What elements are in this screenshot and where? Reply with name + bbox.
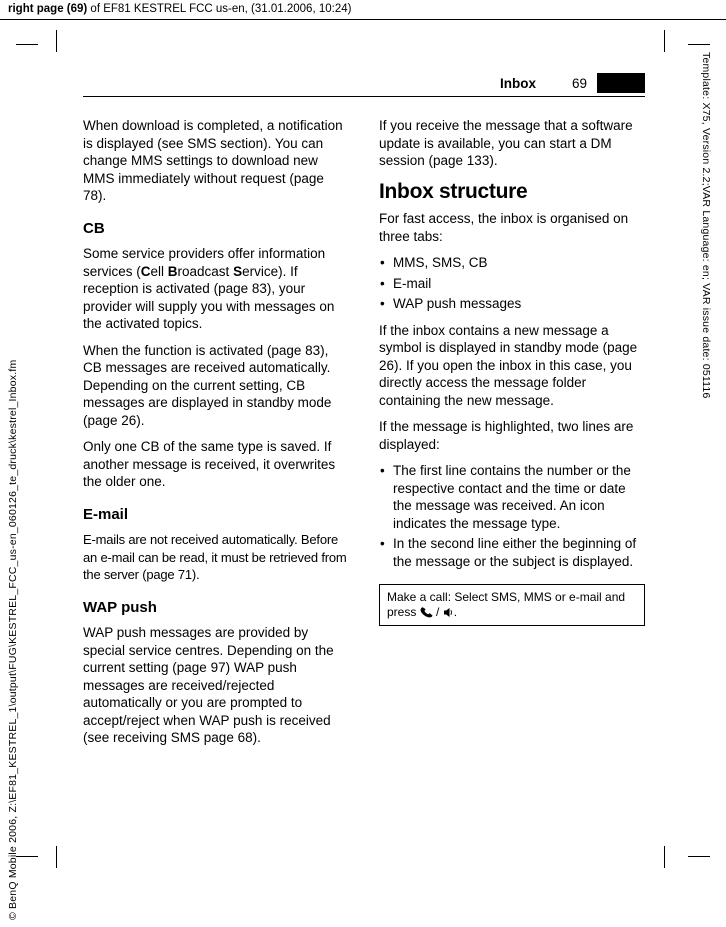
paragraph: E-mails are not received automatically. Before an e-mail can be read, it must be retrieved from the server (page 71). xyxy=(83,532,347,582)
text-segment: Some service providers offer information services ( xyxy=(83,246,326,279)
crop-mark xyxy=(56,30,57,52)
list-item: • WAP push messages xyxy=(379,295,645,313)
paragraph: For fast access, the inbox is organised on three tabs: xyxy=(379,211,629,244)
crop-mark xyxy=(16,856,38,857)
speaker-key-icon xyxy=(443,605,454,620)
text-segment: ell xyxy=(150,263,168,279)
print-header-file-label: of EF81 KESTREL FCC us-en, (31.01.2006, 10:24) xyxy=(87,3,352,15)
section-heading-email: E-mail xyxy=(83,505,129,523)
page-header xyxy=(83,72,645,94)
paragraph: If the inbox contains a new message a symbol is displayed in standby mode (page 26). If you open the inbox in this case, you directly access the message folder containing the new message. xyxy=(379,322,638,408)
paragraph: When the function is activated (page 83), CB messages are received automatically. Depending on the current setting, CB messages are displayed in standby mode (page 26). xyxy=(83,342,332,428)
bold-letter: B xyxy=(167,263,178,279)
section-tab-marker xyxy=(597,73,645,93)
text-segment: ervice). If reception is activated (page 83), your provider will supply you with messages on the activated topics. xyxy=(83,263,335,331)
paragraph: WAP push messages are provided by special service centres. Depending on the current setting (page 97) WAP push messages are received/rejected automatically or you are prompted to accept/reject when WAP push is received (see receiving SMS page 68). xyxy=(83,625,334,745)
print-header-page-label: right page (69) xyxy=(8,3,88,15)
list-item: • In the second line either the beginning of the message or the subject is displayed. xyxy=(379,535,645,570)
paragraph: When download is completed, a notification is displayed (see SMS section). You can change MMS settings to download new MMS immediately without request (page 78). xyxy=(83,118,343,203)
info-box-text-end: . xyxy=(453,605,458,619)
crop-mark xyxy=(688,856,710,857)
info-box-text: Make a call: Select SMS, MMS or e-mail and press xyxy=(387,590,626,619)
list-item: • The first line contains the number or the respective contact and the time or date the message was received. An icon indicates the message type. xyxy=(379,462,645,532)
bold-letter: S xyxy=(233,263,243,279)
header-rule xyxy=(83,96,645,97)
crop-mark xyxy=(688,44,710,45)
top-rule xyxy=(0,19,726,20)
paragraph: Only one CB of the same type is saved. If another message is received, it overwrites the older one. xyxy=(83,439,336,489)
crop-mark xyxy=(56,846,57,868)
paragraph: If you receive the message that a software update is available, you can start a DM session (page 133). xyxy=(379,118,633,168)
info-box-separator: / xyxy=(432,605,443,619)
left-column xyxy=(83,117,349,756)
tabs-bullet-list xyxy=(379,254,645,313)
highlight-lines-bullet-list xyxy=(379,462,645,570)
bold-letter: C xyxy=(140,263,151,279)
list-item: • E-mail xyxy=(379,275,645,293)
section-heading-wap-push: WAP push xyxy=(83,598,157,616)
page-number: 69 xyxy=(571,75,587,91)
page-title: Inbox xyxy=(499,75,536,91)
page-content xyxy=(83,72,645,756)
paragraph: If the message is highlighted, two lines are displayed: xyxy=(379,419,634,452)
print-header xyxy=(8,3,351,15)
info-box xyxy=(379,584,645,626)
paragraph xyxy=(83,245,349,333)
crop-mark xyxy=(16,44,38,45)
list-item: • MMS, SMS, CB xyxy=(379,254,645,272)
chapter-heading-inbox-structure: Inbox structure xyxy=(379,179,528,203)
accept-call-icon xyxy=(420,605,433,620)
copyright-margin-note: © BenQ Mobile 2006, Z:\EF81_KESTREL_1\output\FUG\KESTREL_FCC_us-en_060126_te_druck\kestrel_Inbox.fm xyxy=(7,359,19,920)
two-column-layout xyxy=(83,117,645,756)
crop-mark xyxy=(664,846,665,868)
template-margin-note: Template: X75, Version 2.2;VAR Language: en; VAR issue date: 051116 xyxy=(700,52,712,399)
section-heading-cb: CB xyxy=(83,219,105,237)
text-segment: roadcast xyxy=(177,263,234,279)
crop-mark xyxy=(664,30,665,52)
right-column xyxy=(379,117,645,756)
